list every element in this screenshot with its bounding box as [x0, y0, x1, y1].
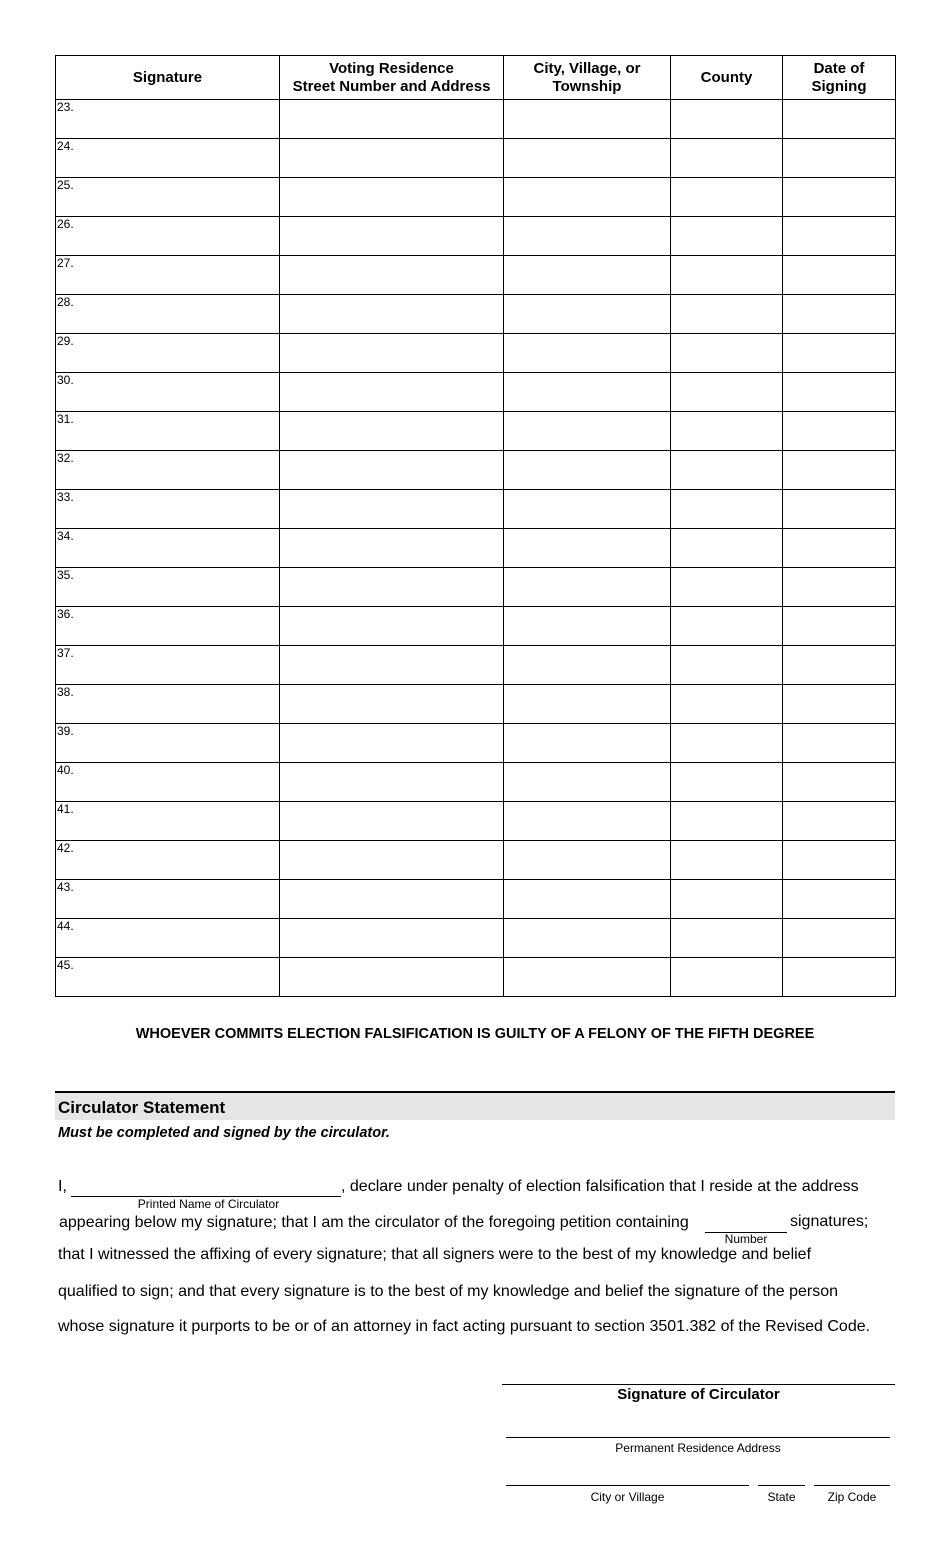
row-number: 23. [57, 100, 74, 114]
table-row [56, 763, 896, 802]
cell-county[interactable] [671, 529, 783, 568]
cell-city-village-township[interactable] [504, 646, 671, 685]
cell-voting-residence[interactable] [280, 256, 504, 295]
cell-date-of-signing[interactable] [783, 256, 896, 295]
cell-signature[interactable] [56, 412, 280, 451]
cell-county[interactable] [671, 841, 783, 880]
cell-date-of-signing[interactable] [783, 919, 896, 958]
table-row [56, 607, 896, 646]
signature-table [55, 55, 896, 997]
cell-county[interactable] [671, 880, 783, 919]
column-header-city-village-township: City, Village, or Township [504, 56, 671, 100]
row-number: 37. [57, 646, 74, 660]
cell-county[interactable] [671, 139, 783, 178]
number-caption: Number [724, 1232, 768, 1246]
cell-county[interactable] [671, 295, 783, 334]
cell-voting-residence[interactable] [280, 763, 504, 802]
table-header-row [56, 56, 896, 100]
cell-signature[interactable] [56, 880, 280, 919]
table-row [56, 880, 896, 919]
table-row [56, 373, 896, 412]
cell-county[interactable] [671, 100, 783, 139]
table-row [56, 451, 896, 490]
row-number: 30. [57, 373, 74, 387]
cell-county[interactable] [671, 451, 783, 490]
cell-signature[interactable] [56, 217, 280, 256]
column-header-county: County [671, 56, 783, 100]
table-row [56, 919, 896, 958]
row-number: 32. [57, 451, 74, 465]
residence-address-caption: Permanent Residence Address [615, 1441, 781, 1455]
row-number: 36. [57, 607, 74, 621]
cell-signature[interactable] [56, 334, 280, 373]
cell-county[interactable] [671, 958, 783, 997]
cell-date-of-signing[interactable] [783, 334, 896, 373]
cell-date-of-signing[interactable] [783, 412, 896, 451]
cell-date-of-signing[interactable] [783, 685, 896, 724]
row-number: 43. [57, 880, 74, 894]
cell-county[interactable] [671, 373, 783, 412]
row-number: 40. [57, 763, 74, 777]
row-number: 39. [57, 724, 74, 738]
cell-date-of-signing[interactable] [783, 100, 896, 139]
cell-date-of-signing[interactable] [783, 724, 896, 763]
table-row [56, 646, 896, 685]
table-row [56, 412, 896, 451]
cell-date-of-signing[interactable] [783, 217, 896, 256]
cell-voting-residence[interactable] [280, 919, 504, 958]
cell-voting-residence[interactable] [280, 529, 504, 568]
cell-city-village-township[interactable] [504, 295, 671, 334]
cell-county[interactable] [671, 685, 783, 724]
state-field[interactable] [758, 1485, 805, 1486]
column-header-date-of-signing: Date of Signing [783, 56, 896, 100]
row-number: 24. [57, 139, 74, 153]
cell-county[interactable] [671, 334, 783, 373]
cell-voting-residence[interactable] [280, 490, 504, 529]
cell-signature[interactable] [56, 958, 280, 997]
row-number: 38. [57, 685, 74, 699]
row-number: 27. [57, 256, 74, 270]
cell-county[interactable] [671, 646, 783, 685]
cell-signature[interactable] [56, 763, 280, 802]
cell-voting-residence[interactable] [280, 724, 504, 763]
declaration-text-2b: signatures; [790, 1213, 869, 1230]
section-subtitle: Must be completed and signed by the circulator. [58, 1125, 390, 1141]
cell-date-of-signing[interactable] [783, 958, 896, 997]
column-header-signature: Signature [56, 56, 280, 100]
cell-county[interactable] [671, 412, 783, 451]
cell-city-village-township[interactable] [504, 841, 671, 880]
cell-voting-residence[interactable] [280, 412, 504, 451]
cell-date-of-signing[interactable] [783, 295, 896, 334]
cell-city-village-township[interactable] [504, 919, 671, 958]
row-number: 26. [57, 217, 74, 231]
column-header-voting-residence: Voting Residence Street Number and Address [280, 56, 504, 100]
cell-county[interactable] [671, 724, 783, 763]
cell-county[interactable] [671, 763, 783, 802]
cell-signature[interactable] [56, 373, 280, 412]
cell-city-village-township[interactable] [504, 412, 671, 451]
cell-city-village-township[interactable] [504, 880, 671, 919]
felony-warning: WHOEVER COMMITS ELECTION FALSIFICATION IS GUILTY OF A FELONY OF THE FIFTH DEGREE [135, 1026, 815, 1042]
table-row [56, 178, 896, 217]
cell-signature[interactable] [56, 256, 280, 295]
cell-signature[interactable] [56, 295, 280, 334]
cell-city-village-township[interactable] [504, 100, 671, 139]
cell-voting-residence[interactable] [280, 607, 504, 646]
table-row [56, 724, 896, 763]
cell-voting-residence[interactable] [280, 100, 504, 139]
cell-voting-residence[interactable] [280, 685, 504, 724]
cell-signature[interactable] [56, 841, 280, 880]
cell-county[interactable] [671, 919, 783, 958]
row-number: 28. [57, 295, 74, 309]
cell-voting-residence[interactable] [280, 841, 504, 880]
table-row [56, 490, 896, 529]
cell-signature[interactable] [56, 490, 280, 529]
cell-date-of-signing[interactable] [783, 490, 896, 529]
cell-signature[interactable] [56, 685, 280, 724]
cell-county[interactable] [671, 802, 783, 841]
cell-county[interactable] [671, 217, 783, 256]
table-row [56, 802, 896, 841]
cell-signature[interactable] [56, 919, 280, 958]
cell-city-village-township[interactable] [504, 607, 671, 646]
cell-county[interactable] [671, 178, 783, 217]
declaration-text-5: whose signature it purports to be or of an attorney in fact acting pursuant to section 3501.382 of the Revised Code. [58, 1318, 871, 1335]
cell-signature[interactable] [56, 646, 280, 685]
cell-voting-residence[interactable] [280, 295, 504, 334]
zip-caption: Zip Code [827, 1490, 877, 1504]
cell-date-of-signing[interactable] [783, 763, 896, 802]
printed-name-caption: Printed Name of Circulator [137, 1197, 280, 1211]
table-row [56, 958, 896, 997]
table-row [56, 568, 896, 607]
cell-city-village-township[interactable] [504, 802, 671, 841]
cell-city-village-township[interactable] [504, 724, 671, 763]
row-number: 35. [57, 568, 74, 582]
row-number: 31. [57, 412, 74, 426]
cell-voting-residence[interactable] [280, 958, 504, 997]
cell-voting-residence[interactable] [280, 373, 504, 412]
table-row [56, 334, 896, 373]
row-number: 42. [57, 841, 74, 855]
cell-date-of-signing[interactable] [783, 568, 896, 607]
cell-voting-residence[interactable] [280, 178, 504, 217]
row-number: 29. [57, 334, 74, 348]
cell-city-village-township[interactable] [504, 256, 671, 295]
cell-signature[interactable] [56, 802, 280, 841]
cell-city-village-township[interactable] [504, 958, 671, 997]
row-number: 25. [57, 178, 74, 192]
cell-city-village-township[interactable] [504, 139, 671, 178]
cell-voting-residence[interactable] [280, 880, 504, 919]
table-row [56, 100, 896, 139]
city-caption: City or Village [590, 1490, 665, 1504]
cell-signature[interactable] [56, 607, 280, 646]
cell-county[interactable] [671, 607, 783, 646]
cell-voting-residence[interactable] [280, 217, 504, 256]
table-row [56, 685, 896, 724]
cell-voting-residence[interactable] [280, 568, 504, 607]
table-body [56, 100, 896, 997]
cell-county[interactable] [671, 490, 783, 529]
city-field[interactable] [506, 1485, 749, 1486]
cell-signature[interactable] [56, 100, 280, 139]
declaration-text-2: appearing below my signature; that I am the circulator of the foregoing petition containing [59, 1214, 689, 1231]
table-row [56, 139, 896, 178]
cell-city-village-township[interactable] [504, 217, 671, 256]
row-number: 45. [57, 958, 74, 972]
cell-voting-residence[interactable] [280, 451, 504, 490]
cell-date-of-signing[interactable] [783, 802, 896, 841]
cell-date-of-signing[interactable] [783, 451, 896, 490]
cell-date-of-signing[interactable] [783, 373, 896, 412]
cell-date-of-signing[interactable] [783, 841, 896, 880]
cell-city-village-township[interactable] [504, 178, 671, 217]
row-number: 33. [57, 490, 74, 504]
cell-date-of-signing[interactable] [783, 607, 896, 646]
declaration-text-3: that I witnessed the affixing of every signature; that all signers were to the best of my knowledge and belief [58, 1246, 812, 1263]
cell-signature[interactable] [56, 139, 280, 178]
residence-address-field[interactable] [506, 1437, 890, 1438]
cell-county[interactable] [671, 568, 783, 607]
cell-date-of-signing[interactable] [783, 529, 896, 568]
declaration-text-4: qualified to sign; and that every signature is to the best of my knowledge and belief the signature of the person [58, 1283, 839, 1300]
cell-date-of-signing[interactable] [783, 880, 896, 919]
cell-city-village-township[interactable] [504, 373, 671, 412]
section-title: Circulator Statement [58, 1098, 226, 1117]
cell-signature[interactable] [56, 724, 280, 763]
zip-field[interactable] [814, 1485, 890, 1486]
cell-city-village-township[interactable] [504, 568, 671, 607]
cell-signature[interactable] [56, 451, 280, 490]
table-row [56, 256, 896, 295]
cell-city-village-township[interactable] [504, 490, 671, 529]
cell-signature[interactable] [56, 568, 280, 607]
cell-date-of-signing[interactable] [783, 646, 896, 685]
cell-signature[interactable] [56, 529, 280, 568]
cell-county[interactable] [671, 256, 783, 295]
declaration-prefix: I, [58, 1178, 67, 1195]
table-row [56, 217, 896, 256]
cell-city-village-township[interactable] [504, 763, 671, 802]
row-number: 44. [57, 919, 74, 933]
cell-date-of-signing[interactable] [783, 178, 896, 217]
declaration-text-1: , declare under penalty of election falsification that I reside at the address [341, 1178, 859, 1195]
cell-city-village-township[interactable] [504, 685, 671, 724]
cell-voting-residence[interactable] [280, 802, 504, 841]
row-number: 41. [57, 802, 74, 816]
cell-city-village-township[interactable] [504, 529, 671, 568]
signature-of-circulator-label: Signature of Circulator [617, 1386, 780, 1403]
cell-signature[interactable] [56, 178, 280, 217]
table-row [56, 841, 896, 880]
cell-city-village-township[interactable] [504, 334, 671, 373]
cell-voting-residence[interactable] [280, 334, 504, 373]
cell-voting-residence[interactable] [280, 646, 504, 685]
table-row [56, 529, 896, 568]
state-caption: State [767, 1490, 796, 1504]
circulator-statement-header [55, 1091, 895, 1120]
cell-city-village-township[interactable] [504, 451, 671, 490]
row-number: 34. [57, 529, 74, 543]
table-row [56, 295, 896, 334]
circulator-signature-field[interactable] [502, 1384, 895, 1385]
cell-voting-residence[interactable] [280, 139, 504, 178]
cell-date-of-signing[interactable] [783, 139, 896, 178]
